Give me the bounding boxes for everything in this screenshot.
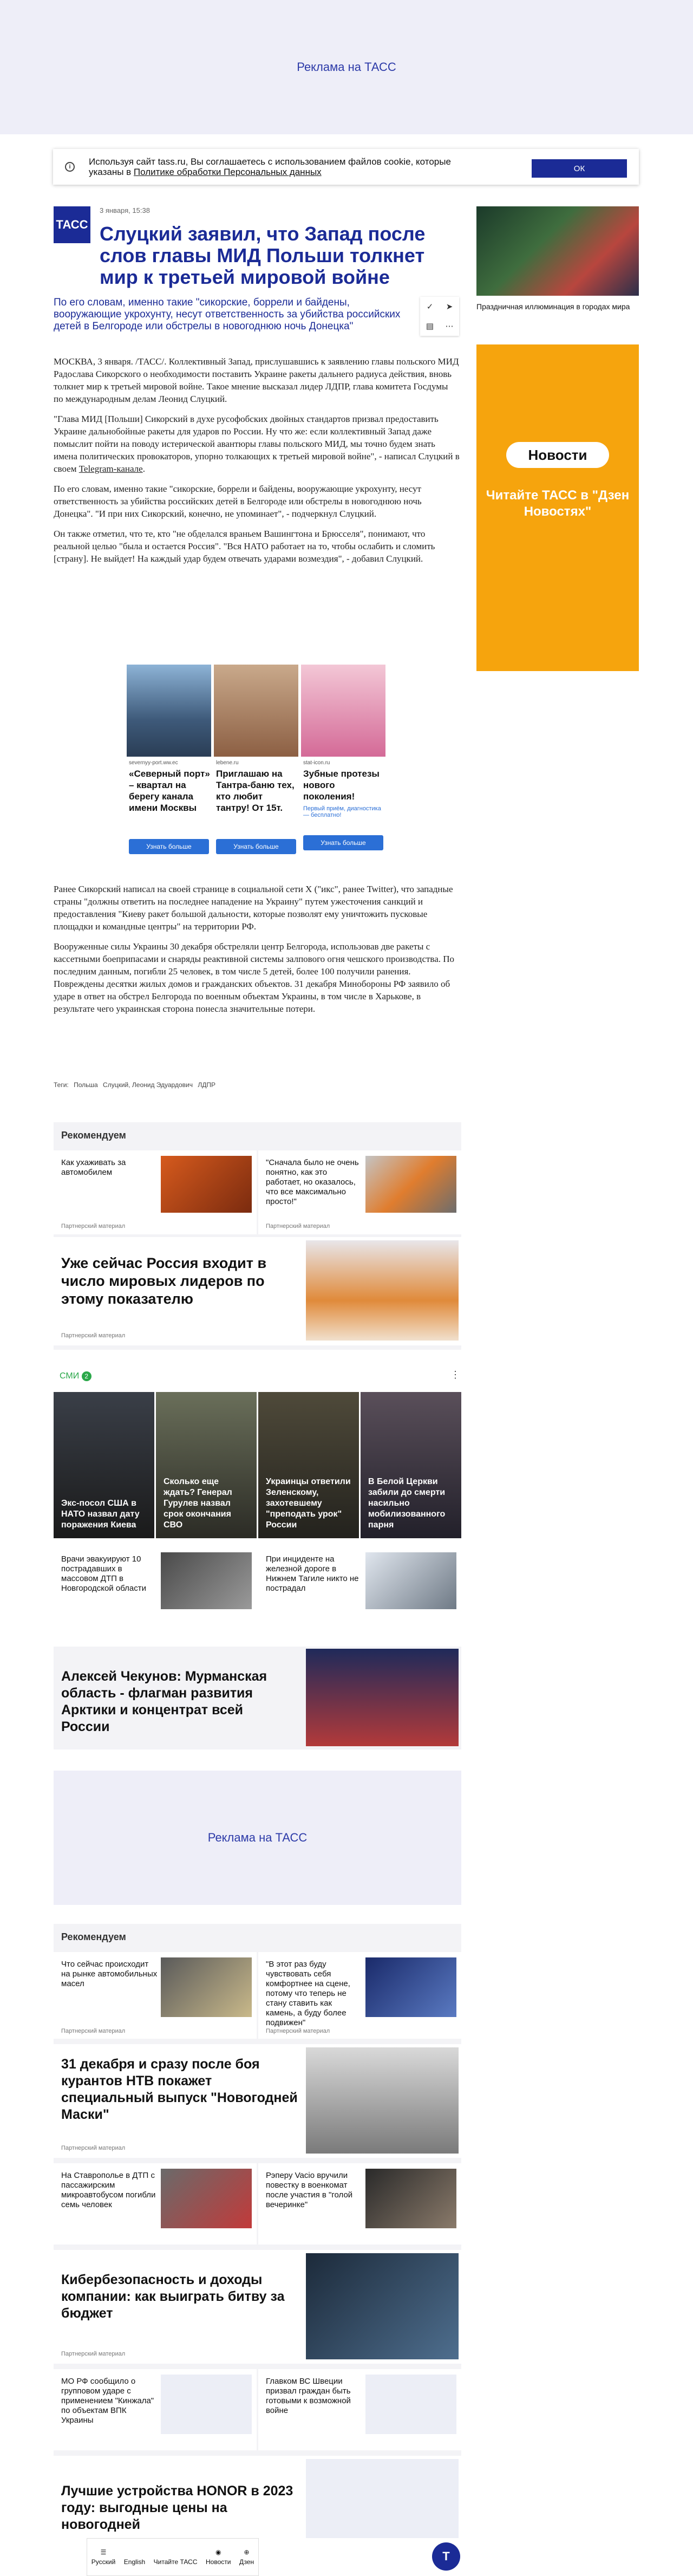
paragraph: Ранее Сикорский написал на своей странице в социальной сети X ("икс", ранее Twitter), что западные страны "должны ответить на последнее нападение на Украину" путем ужесточения санкций и предоставления "Киеву ракет большой дальности, которые позволят ему уничтожить пусковые площадки и командные центры" на территории РФ.	[54, 884, 453, 932]
sidebar-card-image	[476, 206, 639, 296]
promo-card[interactable]	[301, 665, 385, 857]
smi-grid	[54, 1392, 461, 1538]
more-vertical-icon[interactable]: ⋮	[450, 1369, 460, 1380]
lang-russian[interactable]: ☰ Русский	[91, 2548, 116, 2566]
menu-icon: ☰	[100, 2548, 107, 2556]
tags	[54, 1081, 219, 1089]
promo-subtext: Первый приём, диагностика — бесплатно!	[303, 805, 381, 818]
promo-card[interactable]	[214, 665, 298, 857]
cookie-text: Используя сайт tass.ru, Вы соглашаетесь с использованием файлов cookie, которые указаны в Политике обработки Персональных данных	[89, 157, 451, 177]
promo-site: severnyy-port.ww.ec	[129, 760, 178, 766]
top-ad-label: Реклама на ТАСС	[297, 60, 396, 74]
item-image	[365, 2375, 456, 2434]
paragraph: МОСКВА, 3 января. /ТАСС/. Коллективный Запад, прислушавшись к заявлению главы польского МИД Радослава Сикорского о необходимости поставить Украине ракеты дальнего радиуса действия, вновь толкнет мир к третьей мировой войне. Такое мнение высказал лидер ЛДПР, глава комитета Госдумы по международным делам Леонид Слуцкий.	[54, 356, 459, 404]
promo-block	[127, 665, 385, 857]
promo-text: Приглашаю на Тантра-баню тех, кто любит тантру! От 15т.	[216, 769, 295, 813]
info-icon: i	[65, 162, 75, 172]
plus-icon: ⊕	[244, 2548, 250, 2556]
bottom-nav	[87, 2538, 259, 2576]
smi-card[interactable]: Экс-посол США в НАТО назвал дату поражения Киева	[54, 1392, 154, 1538]
telegram-channel-link[interactable]: Telegram-канале	[79, 464, 143, 474]
promo-site: stat-icon.ru	[303, 760, 330, 766]
smi-card[interactable]: В Белой Церкви забили до смерти насильно мобилизованного парня	[361, 1392, 461, 1538]
dzen-link[interactable]: ⊕ Дзен	[239, 2548, 254, 2566]
bottom-ad-label: Реклама на ТАСС	[207, 1831, 308, 1844]
promo-button[interactable]: Узнать больше	[129, 839, 209, 854]
sidebar-card-caption: Праздничная иллюминация в городах мира	[476, 302, 630, 311]
item-image	[365, 2169, 456, 2228]
recommend-big-item[interactable]: Уже сейчас Россия входит в число мировых лидеров по этому показателю Партнерский материал	[54, 1237, 461, 1345]
recommend-item[interactable]: Как ухаживать за автомобилем Партнерский материал	[54, 1150, 257, 1234]
item-image	[161, 2375, 252, 2434]
recommend-item[interactable]: МО РФ сообщило о групповом ударе с применением "Кинжала" по объектам ВПК Украины	[54, 2369, 257, 2450]
article-date: 3 января, 15:38	[100, 206, 150, 214]
item-image	[306, 1649, 459, 1746]
tag[interactable]: ЛДПР	[198, 1081, 215, 1089]
article-lead: По его словам, именно такие "сикорские, боррели и байдены, вооружающие укрохунту, несут ответственность за убийства российских детей в Белгороде или обстрелы в новогоднюю ночь Донецка"	[54, 297, 401, 332]
dzen-pill: Новости	[506, 442, 609, 468]
item-image	[306, 1240, 459, 1341]
dzen-text: Читайте ТАСС в "Дзен Новостях"	[486, 488, 630, 519]
smi-count: 2	[82, 1371, 91, 1381]
recommend-head: Рекомендуем	[61, 1931, 126, 1942]
dzen-promo[interactable]	[476, 344, 639, 671]
vk-icon[interactable]: ✓	[426, 302, 434, 311]
promo-text: «Северный порт» – квартал на берегу канала имени Москвы	[129, 769, 210, 813]
recommend-item[interactable]: Что сейчас происходит на рынке автомобильных масел Партнерский материал	[54, 1952, 257, 2039]
top-ad-banner[interactable]	[0, 0, 693, 134]
item-image	[306, 2459, 459, 2538]
item-image	[161, 1957, 252, 2017]
lang-english[interactable]: English	[123, 2558, 146, 2566]
tass-fab[interactable]: Т	[432, 2542, 460, 2571]
smi-item[interactable]: При инциденте на железной дороге в Нижнем Тагиле никто не пострадал	[258, 1548, 461, 1629]
sidebar-news-card[interactable]	[476, 206, 639, 311]
paragraph: "Глава МИД [Польши] Сикорский в духе русофобских двойных стандартов призвал предоставить Украине дальнобойные ракеты для ударов по России. Ну что же: если коллективный Запад даже помыслит пойти на поводу истерической авантюры главы польского МИД, мы точно будем знать имена политических провокаторов, упорно толкающих к третьей мировой войне", - написал Слуцкий в своем Telegram-канале.	[54, 414, 460, 474]
news-link[interactable]: ◉ Новости	[206, 2548, 231, 2566]
item-image	[365, 1552, 456, 1609]
paragraph: По его словам, именно такие "сикорские, боррели и байдены, вооружающие укрохунту, несут ответственность за убийства российских детей в Белгороде или обстрелы в новогоднюю ночь Донецка". "И при них Сикорский, конечно, не упоминает", - подчеркнул Слуцкий.	[54, 484, 422, 519]
cookie-ok-button[interactable]: ОК	[532, 159, 627, 178]
promo-image	[214, 665, 298, 757]
recommend-big-item[interactable]: 31 декабря и сразу после боя курантов НТВ покажет специальный выпуск "Новогодней Маски" Партнерский материал	[54, 2044, 461, 2158]
article-body	[54, 355, 460, 573]
item-image	[306, 2253, 459, 2359]
privacy-policy-link[interactable]: Политике обработки Персональных данных	[133, 167, 322, 177]
recommend-item[interactable]: Рэперу Vacio вручили повестку в военкомат после участия в "голой вечеринке"	[258, 2163, 461, 2245]
promo-site: lebenе.ru	[216, 760, 239, 766]
tag[interactable]: Слуцкий, Леонид Эдуардович	[103, 1081, 193, 1089]
promo-text: Зубные протезы нового поколения!	[303, 769, 380, 802]
paragraph: Он также отметил, что те, кто "не обделался враньем Вашингтона и Брюсселя", понимают, что реальной целью "была и остается Россия". "Вся НАТО работает на то, чтобы ослабить и сломить [страну]. Не выйдет! На каждый удар будем отвечать ударами возмездия", - добавил Слуцкий.	[54, 529, 435, 564]
article-body-continued	[54, 883, 460, 1023]
promo-image	[127, 665, 211, 757]
cookie-banner	[53, 149, 639, 185]
read-tass[interactable]: Читайте ТАСС	[153, 2558, 198, 2566]
tass-logo[interactable]: ТАСС	[54, 206, 90, 243]
recommend-big-item[interactable]: Кибербезопасность и доходы компании: как выиграть битву за бюджет Партнерский материал	[54, 2250, 461, 2364]
item-image	[161, 1156, 252, 1213]
promo-image	[301, 665, 385, 757]
tag[interactable]: Польша	[74, 1081, 98, 1089]
smi-card[interactable]: Украинцы ответили Зеленскому, захотевшему "преподать урок" России	[258, 1392, 359, 1538]
paragraph: Вооруженные силы Украины 30 декабря обстреляли центр Белгорода, использовав две ракеты с кассетными боеприпасами и снаряды реактивной системы залпового огня чешского производства. По последним данным, погибли 25 человек, в том числе 5 детей, более 100 получили ранения. Повреждены десятки жилых домов и гражданских объектов. 31 декабря Минобороны РФ заявило об ударе в ответ на обстрел Белгорода по военным объектам Украины, в том числе в Харькове, в результате чего украинская сторона понесла значительные потери.	[54, 941, 455, 1014]
print-icon[interactable]: ▤	[426, 322, 434, 331]
more-icon[interactable]: ⋯	[445, 322, 454, 331]
recommend-block	[54, 1122, 461, 1350]
bottom-ad-banner[interactable]	[54, 1771, 461, 1905]
item-image	[306, 2047, 459, 2154]
item-image	[161, 1552, 252, 1609]
recommend-item[interactable]: Главком ВС Швеции призвал граждан быть готовыми к возможной войне	[258, 2369, 461, 2450]
promo-card[interactable]	[127, 665, 211, 857]
promo-button[interactable]: Узнать больше	[303, 835, 383, 850]
article-title: Слуцкий заявил, что Запад после слов главы МИД Польши толкнет мир к третьей мировой войне	[100, 223, 426, 288]
smi-card[interactable]: Сколько еще ждать? Генерал Гурулев назвал срок окончания СВО	[156, 1392, 257, 1538]
share-panel	[420, 297, 459, 336]
item-image	[365, 1156, 456, 1213]
smi-item[interactable]: Врачи эвакуируют 10 пострадавших в массовом ДТП в Новгородской области	[54, 1548, 257, 1629]
item-image	[365, 1957, 456, 2017]
tags-label: Теги:	[54, 1081, 69, 1089]
recommend-block-2	[54, 1924, 461, 2538]
recommend-item[interactable]: "Сначала было не очень понятно, как это работает, но оказалось, что все максимально просто!" Партнерский материал	[258, 1150, 461, 1234]
smi-head: СМИ 2	[60, 1371, 91, 1381]
telegram-icon[interactable]: ➤	[446, 302, 453, 311]
item-image	[161, 2169, 252, 2228]
recommend-head: Рекомендуем	[61, 1130, 126, 1141]
smi-wide-item[interactable]: Алексей Чекунов: Мурманская область - флагман развития Арктики и концентрат всей России	[54, 1647, 461, 1749]
recommend-big-item[interactable]: Лучшие устройства HONOR в 2023 году: выгодные цены на новогодней	[54, 2456, 461, 2538]
recommend-item[interactable]: "В этот раз буду чувствовать себя комфортнее на сцене, потому что теперь не стану ставить как камень, а буду более подвижен" Партнерский материал	[258, 1952, 461, 2039]
promo-button[interactable]: Узнать больше	[216, 839, 296, 854]
recommend-item[interactable]: На Ставрополье в ДТП с пассажирским микроавтобусом погибли семь человек	[54, 2163, 257, 2245]
news-icon: ◉	[215, 2548, 221, 2556]
